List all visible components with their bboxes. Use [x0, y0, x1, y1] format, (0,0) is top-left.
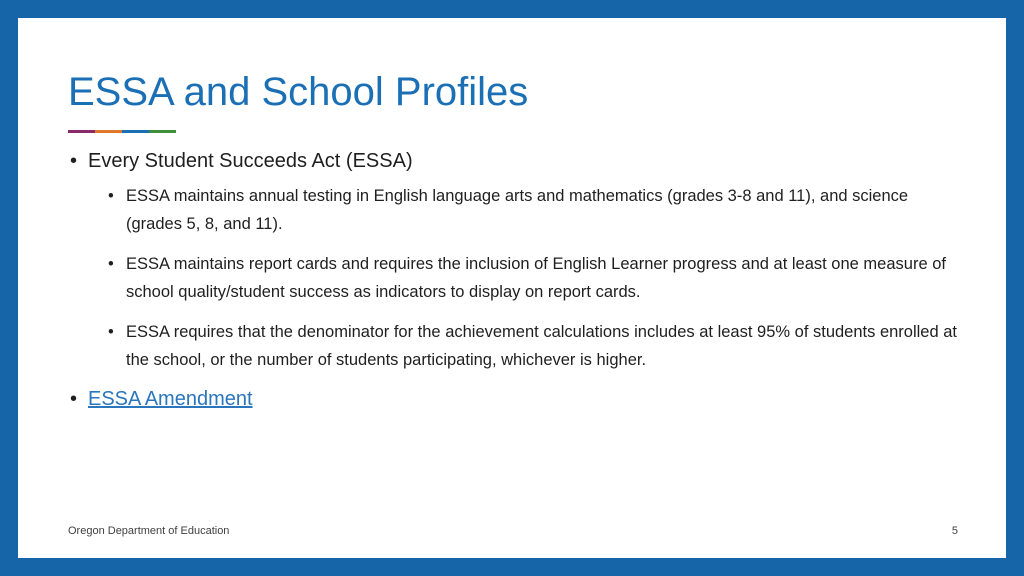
bullet-text: Every Student Succeeds Act (ESSA): [88, 150, 413, 172]
bullet-dot: •: [70, 388, 78, 410]
accent-segment-2: [95, 130, 122, 133]
footer-organization: Oregon Department of Education: [68, 525, 230, 537]
page-number: 5: [951, 525, 958, 537]
slide-content: [68, 148, 958, 420]
sub-bullet-text: ESSA maintains report cards and requires the inclusion of English Learner progress and at least one measure of school quality/student success as indicators to display on report cards.: [126, 255, 946, 301]
slide-title: ESSA and School Profiles: [68, 70, 529, 114]
title-accent-line: [68, 130, 176, 133]
sub-bullet-denominator: [68, 318, 958, 374]
bullet-dot: •: [108, 255, 114, 273]
accent-segment-4: [149, 130, 176, 133]
sub-bullet-text: ESSA requires that the denominator for the achievement calculations includes at least 95% of students enrolled at the school, or the number of students participating, whichever is higher.: [126, 323, 957, 369]
accent-segment-1: [68, 130, 95, 133]
sub-bullet-testing: [68, 182, 958, 238]
bullet-dot: •: [108, 187, 114, 205]
essa-amendment-link[interactable]: ESSA Amendment: [88, 388, 253, 410]
bullet-essa: [68, 148, 958, 174]
sub-bullet-report-cards: [68, 250, 958, 306]
bullet-dot: •: [70, 150, 78, 172]
sub-bullet-text: ESSA maintains annual testing in English language arts and mathematics (grades 3-8 and 11), and science (grades 5, 8, and 11).: [126, 187, 909, 233]
bullet-dot: •: [108, 323, 114, 341]
accent-segment-3: [122, 130, 149, 133]
bullet-amendment: [68, 386, 958, 412]
slide: [18, 18, 1006, 558]
